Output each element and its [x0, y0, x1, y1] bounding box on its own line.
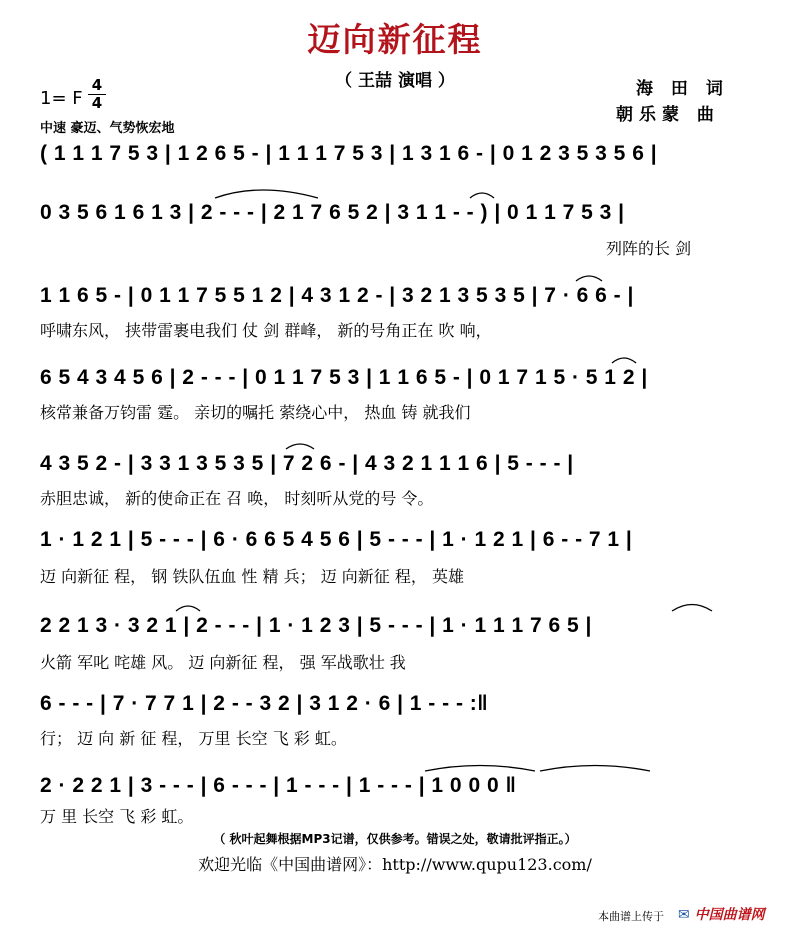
lyric-row-3: 呼啸东风， 挟带雷裹电我们 仗 剑 群峰， 新的号角正在 吹 响， — [40, 321, 492, 340]
notation-row-6: 1 · 1 2 1 | 5 - - - | 6 · 6 6 5 4 5 6 | 5 - - - | 1 · 1 2 1 | 6 - - 7 1 | — [40, 528, 633, 551]
slur-arc-row7-a — [176, 606, 200, 611]
tempo-marking: 中速 豪迈、气势恢宏地 — [40, 121, 175, 136]
lyric-row-8: 行； 迈 向 新 征 程， 万里 长空 飞 彩 虹。 — [40, 729, 347, 748]
slur-arc-row7-b — [672, 605, 712, 612]
slur-arc-row3 — [576, 276, 602, 281]
score-title: 迈向新征程 — [307, 20, 483, 59]
envelope-icon: ✉ — [678, 907, 690, 923]
notation-row-4: 6 5 4 3 4 5 6 | 2 - - - | 0 1 1 7 5 3 | 1 1 6 5 - | 0 1 7 1 5 · 5 1 2 | — [40, 366, 648, 389]
lyric-row-9: 万 里 长空 飞 彩 虹。 — [40, 807, 194, 826]
notation-row-3: 1 1 6 5 - | 0 1 1 7 5 5 1 2 | 4 3 1 2 - | 3 2 1 3 5 3 5 | 7 · 6 6 - | — [40, 284, 634, 307]
tie-arc-row9-a — [425, 766, 535, 772]
lyric-row-2: 列阵的长 剑 — [606, 239, 692, 258]
tie-arc-row9-b — [540, 766, 650, 772]
lyric-row-4: 核常兼备万钧雷 霆。 亲切的嘱托 萦绕心中， 热血 铸 就我们 — [40, 403, 471, 422]
site-logo-text: 中国曲谱网 — [694, 907, 765, 923]
site-welcome-link[interactable]: 欢迎光临《中国曲谱网》：http://www.qupu123.com/ — [198, 855, 592, 874]
lyric-row-7: 火箭 军叱 咤雄 风。 迈 向新征 程， 强 军战歌壮 我 — [40, 653, 406, 672]
site-logo[interactable] — [678, 904, 765, 924]
time-signature-top: 4 — [91, 76, 103, 94]
composer-credit: 朝乐蒙 曲 — [616, 105, 720, 125]
slur-arc-row4 — [612, 358, 636, 363]
tie-arc-row2-b — [470, 193, 494, 198]
lyricist-credit: 海 田 词 — [636, 79, 729, 99]
notation-row-2: 0 3 5 6 1 6 1 3 | 2 - - - | 2 1 7 6 5 2 | 3 1 1 - - ) | 0 1 1 7 5 3 | — [40, 201, 625, 224]
notation-row-9: 2 · 2 2 1 | 3 - - - | 6 - - - | 1 - - - | 1 - - - | 1 0 0 0 ‖ — [40, 774, 517, 797]
time-signature-bottom: 4 — [91, 94, 103, 112]
transcription-footnote: （ 秋叶起舞根据MP3记谱，仅供参考。错误之处，敬请批评指正。） — [213, 832, 577, 846]
upload-note: 本曲谱上传于 — [598, 910, 664, 923]
notation-row-7: 2 2 1 3 · 3 2 1 | 2 - - - | 1 · 1 2 3 | 5 - - - | 1 · 1 1 1 7 6 5 | — [40, 614, 592, 637]
notation-row-8: 6 - - - | 7 · 7 7 1 | 2 - - 3 2 | 3 1 2 · 6 | 1 - - - :‖ — [40, 692, 489, 715]
singer-line: （ 王喆 演唱 ） — [335, 71, 455, 91]
notation-row-1: ( 1 1 1 7 5 3 | 1 2 6 5 - | 1 1 1 7 5 3 | 1 3 1 6 - | 0 1 2 3 5 3 5 6 | — [40, 142, 658, 165]
slur-arc-row5 — [286, 444, 314, 449]
tie-arc-row2-a — [215, 190, 318, 198]
lyric-row-5: 赤胆忠诚， 新的使命正在 召 唤， 时刻听从党的号 令。 — [40, 489, 434, 508]
lyric-row-6: 迈 向新征 程， 钢 铁队伍血 性 精 兵； 迈 向新征 程， 英雄 — [40, 567, 464, 586]
notation-row-5: 4 3 5 2 - | 3 3 1 3 5 3 5 | 7 2 6 - | 4 3 2 1 1 1 6 | 5 - - - | — [40, 452, 574, 475]
key-signature: 1= F — [40, 88, 83, 109]
